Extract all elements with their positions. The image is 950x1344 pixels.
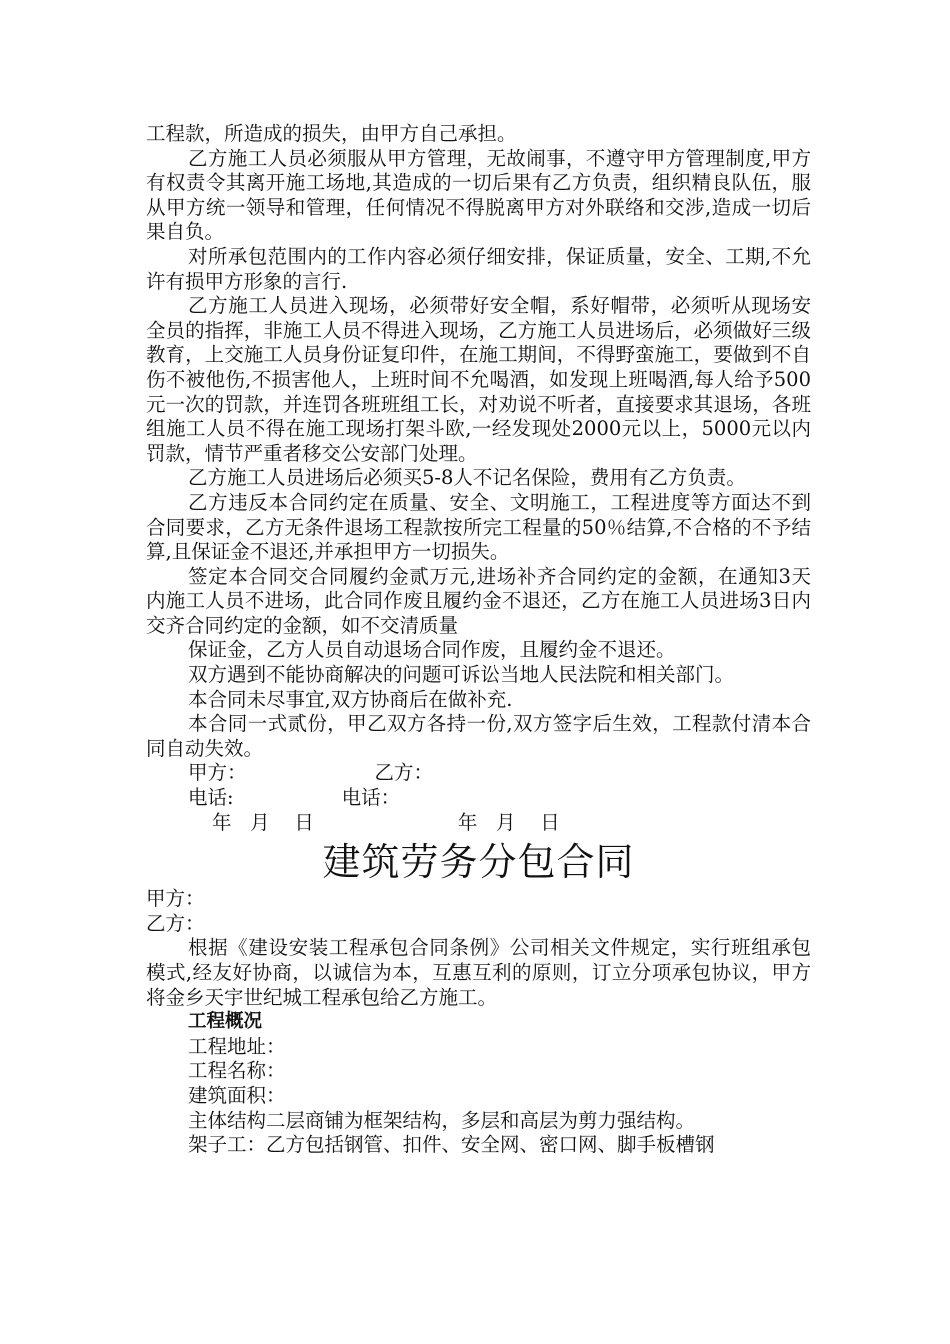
- main-structure-text: 主体结构二层商铺为框架结构，多层和高层为剪力强结构。: [188, 1108, 696, 1132]
- contract-title: 建筑劳务分包合同: [322, 840, 635, 885]
- signature-party-b: 乙方：: [374, 761, 434, 785]
- signature-parties-row: [146, 761, 811, 786]
- paragraph-copies: 本合同一式贰份，甲乙双方各持一份,双方签字后生效，工程款付清本合同自动失效。: [146, 712, 811, 760]
- contract-party-a: 甲方：: [146, 887, 205, 911]
- signature-phone-row: [146, 786, 811, 811]
- signature-phone-b: 电话：: [341, 786, 401, 810]
- paragraph-guarantee: 保证金，乙方人员自动退场合同作废，且履约金不退还。: [188, 638, 676, 662]
- paragraph-deposit: 签定本合同交合同履约金贰万元,进场补齐合同约定的金额，在通知3天内施工人员不进场，此合同作废且履约金不退还，乙方在施工人员进场3日内交齐合同约定的金额，如不交清质量: [146, 564, 811, 637]
- paragraph-management: 乙方施工人员必须服从甲方管理，无故闹事，不遵守甲方管理制度,甲方有权责令其离开施工场地,其造成的一切后果有乙方负责，组织精良队伍，服从甲方统一领导和管理，任何情况不得脱离甲方对外联络和交涉,造成一切后果自负。: [146, 146, 811, 244]
- paragraph-breach: 乙方违反本合同约定在质量、安全、文明施工，工程进度等方面达不到合同要求，乙方无条件退场工程款按所完工程量的50％结算,不合格的不予结算,且保证金不退还,并承担甲方一切损失。: [146, 490, 811, 564]
- project-address-label: 工程地址：: [188, 1034, 286, 1058]
- building-area-label: 建筑面积：: [188, 1083, 286, 1107]
- paragraph-scope: 对所承包范围内的工作内容必须仔细安排，保证质量，安全、工期,不允许有损甲方形象的言行.: [146, 244, 811, 293]
- signature-party-a: 甲方：: [188, 761, 247, 785]
- signature-phone-a: 电话:: [188, 786, 234, 810]
- section-heading-overview: 工程概况: [188, 1011, 263, 1033]
- paragraph-supplement: 本合同未尽事宜,双方协商后在做补充.: [188, 687, 513, 711]
- paragraph-payment-loss: 工程款，所造成的损失，由甲方自己承担。: [146, 122, 517, 145]
- document-page: [146, 122, 811, 1158]
- signature-date-a: 年 月 日: [212, 810, 314, 834]
- signature-date-row: [146, 811, 811, 836]
- scaffold-text: 架子工：乙方包括钢管、扣件、安全网、密口网、脚手板槽钢: [188, 1133, 715, 1157]
- paragraph-safety: 乙方施工人员进入现场，必须带好安全帽，系好帽带，必须听从现场安全员的指挥，非施工人员不得进入现场，乙方施工人员进场后，必须做好三级教育，上交施工人员身份证复印件，在施工期间，不得野蛮施工，要做到不自伤不被他伤,不损害他人，上班时间不允喝酒，如发现上班喝酒,每人给予500元一次的罚款，并连罚各班班组工长，对劝说不听者，直接要求其退场，各班组施工人员不得在施工现场打架斗欧,一经发现处2000元以上，5000元以内罚款，情节严重者移交公安部门处理。: [146, 294, 811, 465]
- project-name-label: 工程名称：: [188, 1059, 286, 1083]
- contract-party-b: 乙方：: [146, 911, 205, 935]
- paragraph-dispute: 双方遇到不能协商解决的问题可诉讼当地人民法院和相关部门。: [188, 663, 735, 687]
- contract-intro: 根据《建设安装工程承包合同条例》公司相关文件规定，实行班组承包模式,经友好协商，以诚信为本，互惠互利的原则，订立分项承包协议，甲方将金乡天宇世纪城工程承包给乙方施工。: [146, 936, 811, 1009]
- signature-date-b: 年 月 日: [457, 810, 560, 834]
- paragraph-insurance: 乙方施工人员进场后必须买5-8人不记名保险，费用有乙方负责。: [188, 466, 746, 490]
